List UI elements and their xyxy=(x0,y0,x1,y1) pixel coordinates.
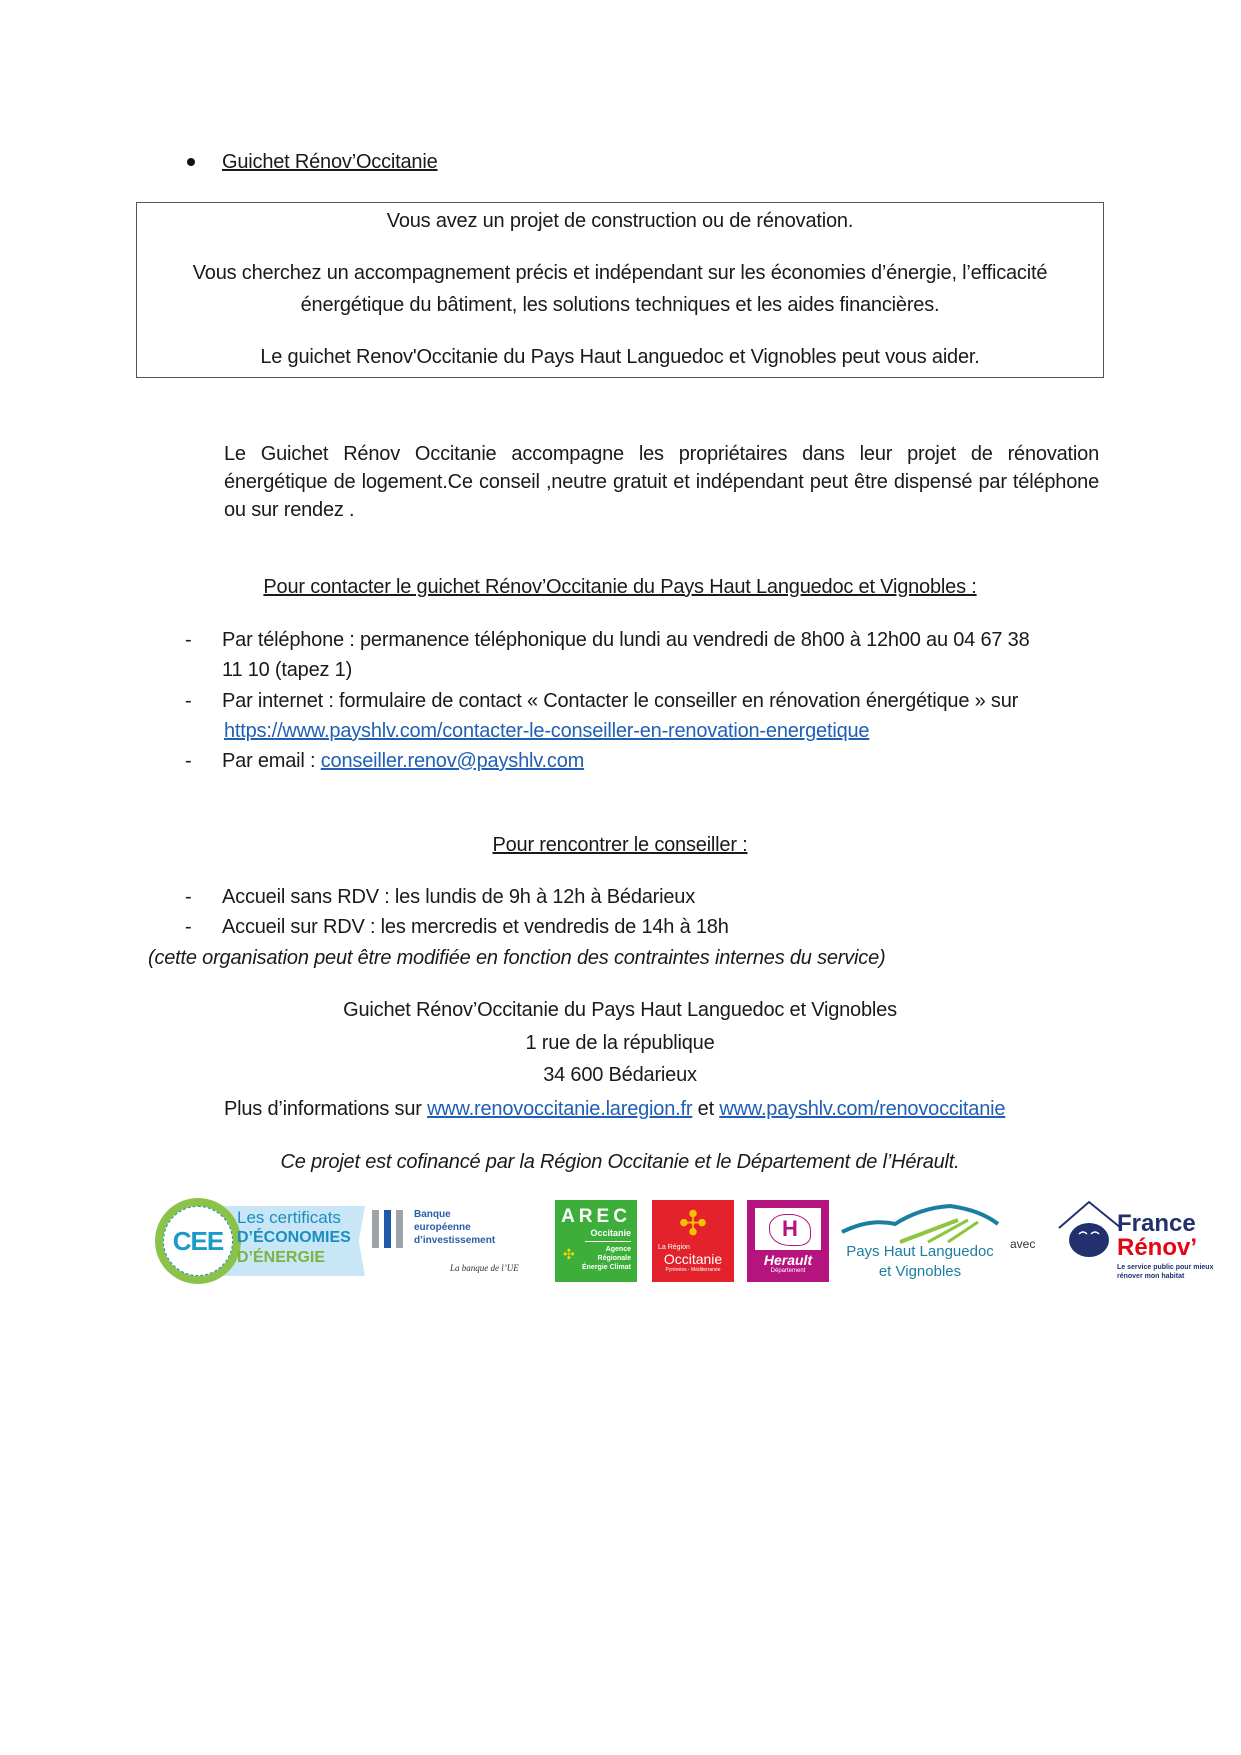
dash-marker: - xyxy=(185,629,192,651)
region-occitanie-logo: ✣ La Région Occitanie Pyrénées - Méditerranée xyxy=(652,1198,734,1290)
arec-logo: AREC Occitanie Agence Régionale Énergie Climat ✣ xyxy=(555,1198,637,1290)
meeting-title: Pour rencontrer le conseiller : xyxy=(492,834,748,856)
more-info-connector: et xyxy=(692,1098,720,1120)
herault-map-icon: H xyxy=(769,1214,811,1246)
bei-bar-icon xyxy=(396,1210,403,1248)
section-heading: Guichet Rénov’Occitanie xyxy=(222,151,438,173)
email-prefix: Par email : xyxy=(222,750,321,772)
contact-title: Pour contacter le guichet Rénov’Occitanie du Pays Haut Languedoc et Vignobles : xyxy=(263,576,977,598)
cofinance-note: Ce projet est cofinancé par la Région Occitanie et le Département de l’Hérault. xyxy=(280,1151,960,1173)
cee-text: Les certificats D’ÉCONOMIES D’ÉNERGIE xyxy=(237,1208,351,1266)
renovoccitanie-link[interactable]: www.renovoccitanie.laregion.fr xyxy=(427,1098,693,1120)
more-info-prefix: Plus d’informations sur xyxy=(224,1098,428,1120)
dash-marker: - xyxy=(185,750,192,772)
meeting-note: (cette organisation peut être modifiée en fonction des contraintes internes du service) xyxy=(148,947,886,969)
callout-line-2b: énergétique du bâtiment, les solutions techniques et les aides financières. xyxy=(300,294,940,316)
meeting-item-appointment: Accueil sur RDV : les mercredis et vendredis de 14h à 18h xyxy=(222,916,729,938)
avec-label: avec xyxy=(1010,1237,1036,1251)
dash-marker: - xyxy=(185,916,192,938)
contact-form-link[interactable]: https://www.payshlv.com/contacter-le-conseiller-en-renovation-energetique xyxy=(224,720,870,742)
cee-seal-icon: CEE xyxy=(155,1198,241,1284)
callout-line-2a: Vous cherchez un accompagnement précis et indépendant sur les économies d’énergie, l’efficacité xyxy=(192,262,1048,284)
bei-text: Banque européenne d’investissement xyxy=(414,1209,496,1246)
dash-marker: - xyxy=(185,690,192,712)
france-renov-logo xyxy=(1055,1198,1235,1290)
contact-internet-line: Par internet : formulaire de contact « Contacter le conseiller en rénovation énergétique » sur xyxy=(222,690,1019,712)
address-name: Guichet Rénov’Occitanie du Pays Haut Languedoc et Vignobles xyxy=(343,999,897,1021)
contact-phone-line-1: Par téléphone : permanence téléphonique du lundi au vendredi de 8h00 à 12h00 au 04 67 38 xyxy=(222,629,1030,651)
intro-paragraph: Le Guichet Rénov Occitanie accompagne les propriétaires dans leur projet de rénovation énergétique de logement.Ce conseil ,neutre gratuit et indépendant peut être dispensé par téléphone ou sur rendez . xyxy=(224,443,1099,521)
divider xyxy=(585,1241,631,1242)
bullet-icon xyxy=(187,158,195,166)
email-link[interactable]: conseiller.renov@payshlv.com xyxy=(320,750,585,772)
callout-line-1: Vous avez un projet de construction ou de rénovation. xyxy=(386,210,854,232)
france-renov-text: France Rénov’ Le service public pour mieux rénover mon habitat xyxy=(1117,1210,1214,1280)
bei-logo xyxy=(372,1198,542,1290)
phlv-logo xyxy=(840,1198,1000,1290)
payshlv-link[interactable]: www.payshlv.com/renovoccitanie xyxy=(719,1098,1006,1120)
contact-phone-line-2: 11 10 (tapez 1) xyxy=(222,659,353,681)
phlv-text: Pays Haut Languedoc et Vignobles xyxy=(846,1243,994,1280)
address-city: 34 600 Bédarieux xyxy=(543,1064,697,1086)
house-roof-icon xyxy=(1055,1198,1125,1258)
address-street: 1 rue de la république xyxy=(525,1032,715,1054)
dash-marker: - xyxy=(185,886,192,908)
bei-bar-icon xyxy=(384,1210,391,1248)
herault-logo: H Herault Département xyxy=(747,1198,829,1290)
cee-logo xyxy=(155,1198,360,1290)
occitan-cross-icon: ✣ xyxy=(678,1205,708,1243)
contact-email-line xyxy=(222,746,584,776)
callout-line-3: Le guichet Renov'Occitanie du Pays Haut Languedoc et Vignobles peut vous aider. xyxy=(260,346,980,368)
mountains-icon xyxy=(840,1198,1000,1246)
more-info-line xyxy=(224,1094,1005,1124)
bei-bar-icon xyxy=(372,1210,379,1248)
occitan-cross-icon: ✣ xyxy=(563,1246,575,1262)
meeting-item-walkin: Accueil sans RDV : les lundis de 9h à 12h à Bédarieux xyxy=(222,886,696,908)
bei-tagline: La banque de l’UE xyxy=(450,1263,519,1273)
